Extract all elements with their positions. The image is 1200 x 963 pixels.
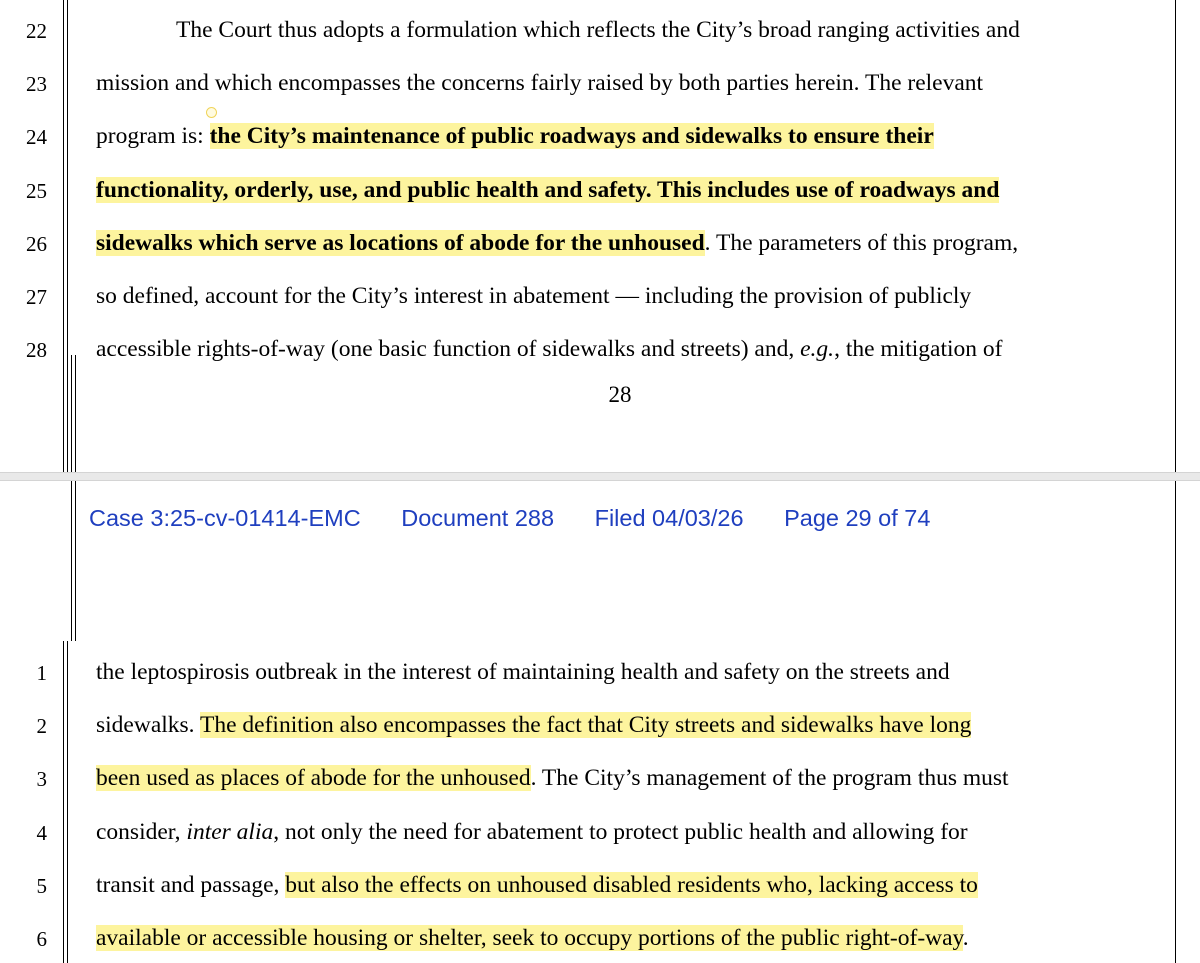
case-number: Case 3:25-cv-01414-EMC	[89, 505, 361, 531]
page-border-left	[71, 355, 72, 472]
body-text: .	[962, 925, 969, 951]
line-number: 1	[36, 661, 47, 685]
body-text: so defined, account for the City’s interest in abatement — including the provision of publicly	[96, 283, 972, 309]
page-28-bottom	[0, 0, 1200, 472]
line-number: 25	[26, 178, 47, 203]
ecf-header	[89, 505, 964, 532]
page-border-left	[71, 481, 72, 641]
page-border-left-2	[75, 355, 76, 472]
margin-rule-left-inner	[67, 641, 68, 963]
line-number: 24	[26, 125, 47, 150]
text-line	[96, 657, 950, 687]
text-line	[96, 68, 983, 98]
body-text: . The City’s management of the program thus must	[530, 765, 1009, 792]
filed-date: Filed 04/03/26	[594, 505, 744, 531]
highlighted-text: been used as places of abode for the unhoused	[96, 765, 531, 792]
line-number: 28	[26, 338, 47, 363]
text-line	[96, 710, 971, 740]
text-line	[96, 281, 971, 311]
page-count: Page 29 of 74	[784, 505, 931, 531]
body-text: consider,	[96, 818, 187, 845]
line-number: 6	[36, 927, 47, 951]
text-line	[176, 15, 1020, 45]
line-number: 2	[36, 714, 47, 739]
highlighted-text: the City’s maintenance of public roadways and sidewalks to ensure their	[209, 123, 934, 150]
text-line	[96, 121, 934, 151]
text-line	[96, 923, 969, 953]
cursor-indicator-icon	[206, 107, 217, 118]
line-number: 3	[36, 767, 47, 792]
body-text: accessible rights-of-way (one basic function of sidewalks and streets) and,	[96, 336, 801, 363]
document-number: Document 288	[401, 505, 555, 531]
line-number: 27	[26, 285, 47, 309]
line-number: 5	[36, 873, 47, 898]
body-text: the leptospirosis outbreak in the interest of maintaining health and safety on the streets and	[96, 659, 950, 685]
margin-rule-left-outer	[63, 641, 64, 963]
page-border-left-2	[75, 481, 76, 641]
line-number: 22	[26, 19, 47, 43]
page-border-right	[1175, 481, 1176, 963]
page-separator	[0, 472, 1200, 481]
body-text: program is:	[96, 123, 210, 150]
line-number: 4	[36, 820, 47, 845]
highlighted-text: but also the effects on unhoused disabled residents who, lacking access to	[285, 871, 978, 898]
line-number: 23	[26, 72, 47, 97]
line-number: 26	[26, 231, 47, 256]
highlighted-text: The definition also encompasses the fact that City streets and sidewalks have long	[200, 712, 972, 739]
highlighted-text: available or accessible housing or shelter, seek to occupy portions of the public right-of-way	[96, 925, 963, 951]
body-text: transit and passage,	[96, 871, 286, 898]
page-number: 28	[608, 382, 632, 407]
text-line	[96, 334, 1002, 364]
body-text: . The parameters of this program,	[704, 229, 1019, 256]
body-text: inter alia	[186, 818, 274, 845]
highlighted-text: sidewalks which serve as locations of abode for the unhoused	[96, 229, 705, 256]
text-line	[96, 175, 999, 205]
body-text: sidewalks.	[96, 712, 201, 739]
highlighted-text: functionality, orderly, use, and public health and safety. This includes use of roadways and	[96, 176, 1000, 203]
body-text: , the mitigation of	[834, 336, 1003, 363]
body-text: mission and which encompasses the concerns fairly raised by both parties herein. The relevant	[96, 70, 984, 97]
body-text: The Court thus adopts a formulation which reflects the City’s broad ranging activities and	[176, 17, 1020, 43]
text-line	[96, 817, 968, 847]
body-text: e.g.	[800, 336, 835, 363]
text-line	[96, 228, 1018, 258]
text-line	[96, 763, 1009, 793]
body-text: , not only the need for abatement to protect public health and allowing for	[273, 818, 968, 845]
text-line	[96, 870, 978, 900]
